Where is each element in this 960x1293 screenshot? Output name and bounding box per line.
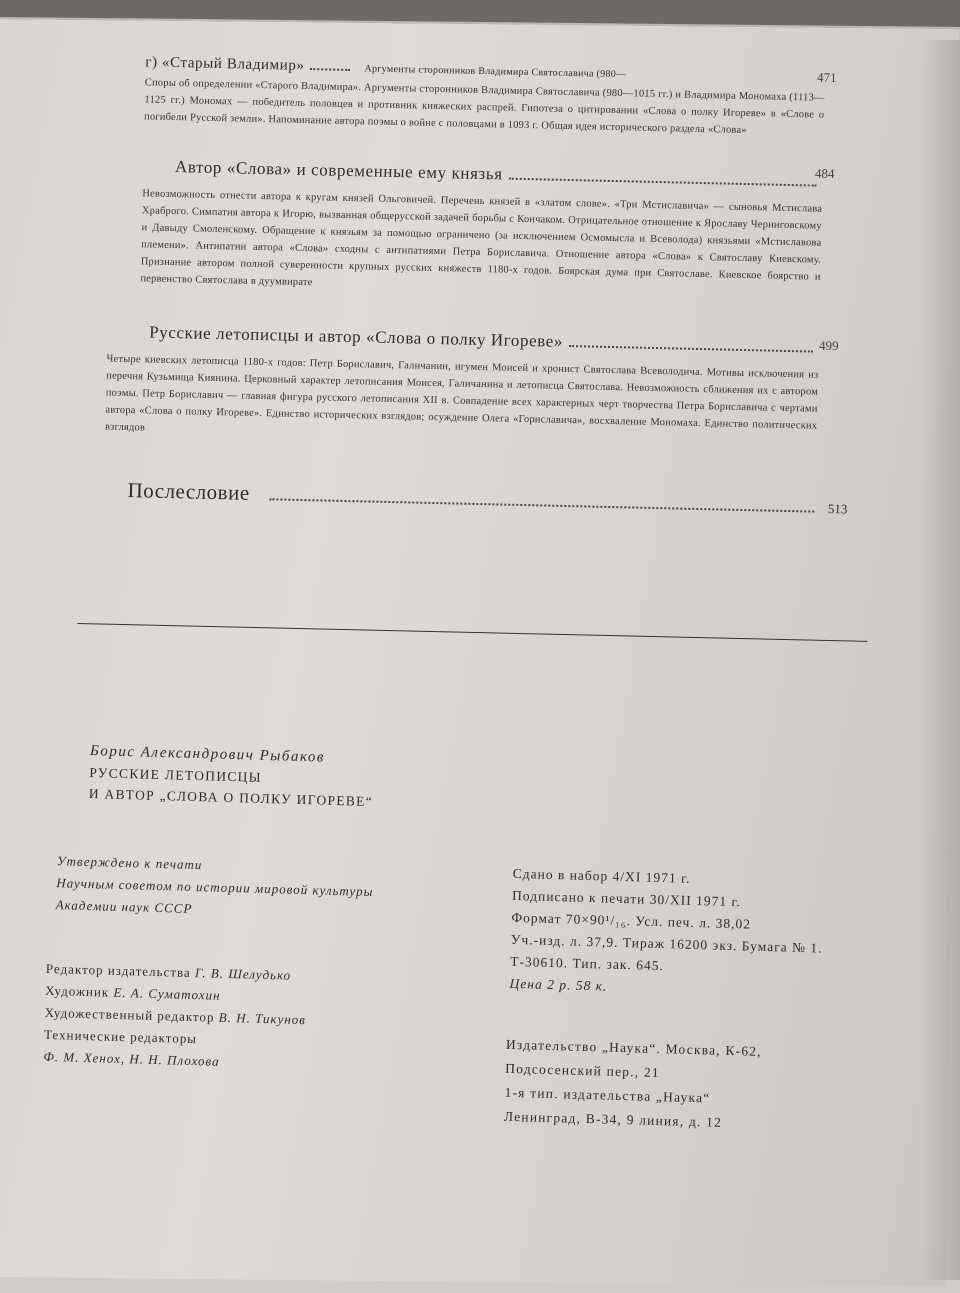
- book-title-line-2: И АВТОР „СЛОВА О ПОЛКУ ИГОРЕВЕ“: [88, 786, 374, 809]
- toc-entry-summary: Четыре киевских летописца 1180-х годов: Петр Бориславич, Галичанин, игумен Моисей и хронист Святослава Всеволодича. Мотивы исключения из перечня Кузьмища Киянина. Церковный характер летописания Моисея, Галичанина и летописца Святослава. Невозможность сближения их с автором поэмы. Петр Бориславич — главная фигура русского летописания XII в. Совпадение всех характерных черт творчества Петра Бориславича с чертами автора «Слова о полку Игореве». Единство исторических взглядов; осуждение Олега «Гориславича», восхваление Мономаха. Единство политических взглядов: [104, 353, 819, 434]
- toc-entry-title: г) «Старый Владимир»: [145, 54, 305, 74]
- credit-role: Художник: [45, 982, 110, 1000]
- toc-page-number: 484: [814, 165, 835, 182]
- toc-page-number: 499: [818, 337, 839, 354]
- credit-name: В. Н. Тикунов: [218, 1009, 307, 1028]
- approval-line: Научным советом по истории мировой культуры: [56, 875, 374, 900]
- credit-role: Технические редакторы: [43, 1026, 198, 1047]
- toc-entry-title: Русские летописцы и автор «Слова о полку Игореве»: [148, 322, 564, 351]
- toc-entry-subtitle: Аргументы сторонников Владимира Святославича (980—: [364, 63, 627, 81]
- print-info-line: Т-30610. Тип. зак. 645.: [510, 953, 665, 974]
- approval-line: Утверждено к печати: [56, 853, 203, 873]
- colophon-book-info: [89, 741, 375, 812]
- print-info-line: Подписано к печати 30/XII 1971 г.: [511, 887, 742, 910]
- credit-name: Е. А. Суматохин: [113, 984, 221, 1003]
- publisher-line: Издательство „Наука“. Москва, К-62,: [505, 1036, 763, 1059]
- print-info-line: Уч.-изд. л. 37,9. Тираж 16200 экз. Бумага № 1.: [510, 931, 823, 956]
- print-info-line: Формат 70×90¹/₁₆. Усл. печ. л. 38,02: [511, 909, 752, 932]
- print-info-block: [509, 863, 824, 1004]
- credit-name: Ф. М. Хенох, Н. Н. Плохова: [43, 1048, 220, 1069]
- publisher-line: Подсосенский пер., 21: [505, 1060, 661, 1081]
- credit-name: Г. В. Шелудько: [194, 965, 292, 983]
- credits-block: [43, 958, 307, 1075]
- book-title-line-1: РУССКИЕ ЛЕТОПИСЦЫ: [89, 765, 263, 785]
- publisher-block: [504, 1033, 763, 1136]
- toc-entry-title: Автор «Слова» и современные ему князья: [174, 157, 503, 184]
- toc-page-number: 471: [816, 69, 837, 86]
- toc-entry-summary: Невозможность отнести автора к кругам князей Ольговичей. Перечень князей в «златом слове». «Три Мстиславича» — сыновья Мстислава Храброго. Симпатия автора к Игорю, вызванная общерусской задачей борьбы с Кончаком. Отрицательное отношение к Ярославу Черниговскому и Давыду Смоленскому. Обращение к князьям за помощью ограничено (за исключением Осмомысла и Всеволода) князьями «Мстиславова племени». Антипатии автора «Слова» сходны с антипатиями Петра Бориславича. Отношение автора «Слова» к Святославу Киевскому. Признание автором полной суверенности крупных русских княжеств 1180-х годов. Боярская дума при Святославе. Киевское боярство и первенство Святослава в дуумвирате: [140, 188, 823, 289]
- credit-role: Художественный редактор: [44, 1004, 215, 1025]
- publisher-line: 1-я тип. издательства „Наука“: [504, 1084, 711, 1106]
- author-name: Борис Александрович Рыбаков: [89, 743, 326, 766]
- print-info-line: Сдано в набор 4/XI 1971 г.: [512, 865, 691, 886]
- toc-entry-summary: Споры об определении «Старого Владимира». Аргументы сторонников Владимира Святославича (980—1015 гг.) и Владимира Мономаха (1113—1125 гг.) Мономах — победитель половцев и противник княжеских распрей. Гипотеза о цитировании «Слова о полку Игореве» в «Слове о погибели Русской земли». Напоминание автора поэмы о войне с половцами в 1093 г. Общая идея исторического раздела «Слова»: [143, 77, 825, 137]
- afterword-title: Послесловие: [127, 478, 250, 505]
- publisher-line: Ленинград, В-34, 9 линия, д. 12: [503, 1108, 723, 1130]
- afterword-page-number: 513: [827, 500, 848, 517]
- approval-block: [55, 850, 374, 925]
- approval-line: Академии наук СССР: [55, 897, 193, 916]
- print-info-line: Цена 2 р. 58 к.: [509, 975, 608, 994]
- credit-role: Редактор издательства: [45, 960, 191, 980]
